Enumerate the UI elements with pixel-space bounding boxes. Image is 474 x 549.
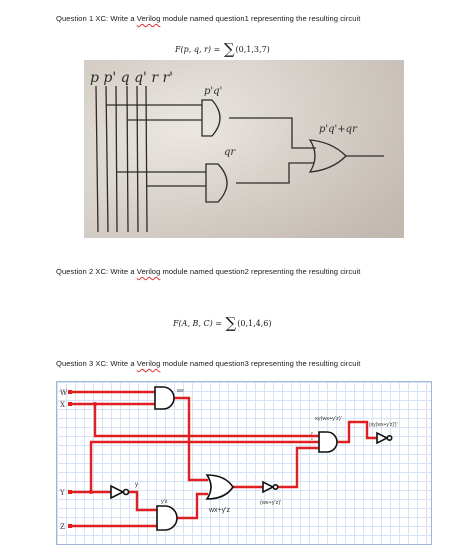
not-gate-or-bubble xyxy=(273,485,277,489)
question-1-minterms: (0,1,3,7) xyxy=(235,45,270,54)
photo-and2-label: qr xyxy=(224,147,236,158)
or-gate xyxy=(207,475,233,499)
question-2-suffix: module named question2 representing the resulting circuit xyxy=(160,267,361,276)
input-x-label: X xyxy=(60,401,65,409)
label-small-y: y xyxy=(311,431,313,435)
and-gate-wx xyxy=(155,387,174,409)
question-3-verilog: Verilog xyxy=(136,359,161,368)
question-2-formula xyxy=(173,312,272,330)
photo-input-labels: p p' q q' r r' xyxy=(90,70,174,86)
input-y-label: Y xyxy=(60,489,65,497)
input-pins xyxy=(68,390,72,528)
question-2-prefix: Question 2 XC: Write a xyxy=(56,267,137,276)
logic-circuit-diagram xyxy=(56,381,432,545)
circuit-wires xyxy=(71,392,377,526)
label-not-or: (wx+y'z)' xyxy=(260,500,282,506)
question-1-formula-lhs: F(p, q, r) = xyxy=(175,45,221,54)
handdrawn-circuit-photo xyxy=(84,60,404,238)
sigma-symbol: ∑ xyxy=(223,40,235,58)
label-y: y xyxy=(135,482,138,488)
photo-or-label: p'q'+qr xyxy=(319,124,357,135)
question-1-suffix: module named question1 representing the resulting circuit xyxy=(160,14,361,23)
label-xy-and: xy(wx+y'z)' xyxy=(315,416,342,422)
logic-circuit-svg xyxy=(57,382,432,545)
label-wx-or-ynz: wx+y'z xyxy=(209,507,230,514)
not-gate-final xyxy=(377,433,387,443)
sigma-symbol: ∑ xyxy=(225,314,237,332)
question-1-verilog: Verilog xyxy=(136,14,161,23)
photo-and1-label: p'q' xyxy=(204,86,223,97)
not-gate-y xyxy=(111,486,123,498)
not-gate-or xyxy=(263,482,273,492)
question-1-title xyxy=(56,14,360,23)
not-gate-y-bubble xyxy=(124,490,129,495)
label-wx: wx xyxy=(177,388,184,394)
and-gate-ynz xyxy=(157,506,177,530)
question-1-prefix: Question 1 XC: Write a xyxy=(56,14,137,23)
question-3-prefix: Question 3 XC: Write a xyxy=(56,359,137,368)
question-2-minterms: (0,1,4,6) xyxy=(237,319,272,328)
input-w-label: W xyxy=(60,389,68,397)
question-2-verilog: Verilog xyxy=(136,267,161,276)
question-2-formula-lhs: F(A, B, C) = xyxy=(173,319,222,328)
question-3-suffix: module named question3 representing the resulting circuit xyxy=(160,359,361,368)
handdrawn-circuit-drawing xyxy=(84,60,404,238)
logic-gates xyxy=(111,387,392,530)
label-small-x: x xyxy=(311,437,313,441)
question-1-formula xyxy=(175,38,270,56)
and-gate-final xyxy=(319,432,337,452)
label-final-not: (xy(wx+y'z)')' xyxy=(369,422,398,428)
question-3-title xyxy=(56,359,360,368)
not-gate-final-bubble xyxy=(387,436,391,440)
label-ynz: y'z xyxy=(161,499,168,505)
question-2-title xyxy=(56,267,360,276)
input-z-label: Z xyxy=(60,523,65,531)
